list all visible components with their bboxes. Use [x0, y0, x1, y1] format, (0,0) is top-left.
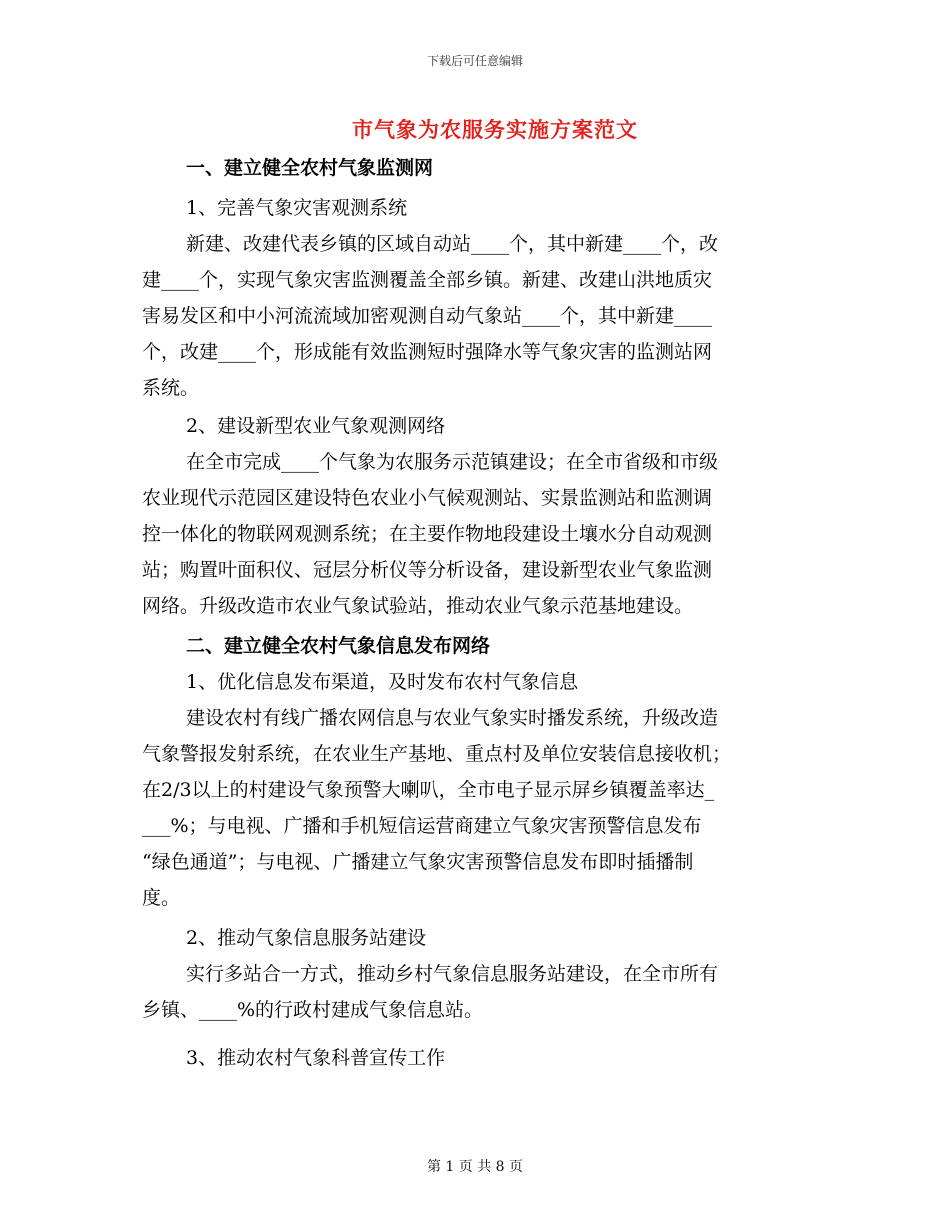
- body-text-line: 控一体化的物联网观测系统；在主要作物地段建设土壤水分自动观测: [142, 523, 713, 545]
- body-text-line: 2、推动气象信息服务站建设: [186, 927, 427, 949]
- body-text-line: “绿色通道”；与电视、广播建立气象灾害预警信息发布即时插播制: [142, 851, 694, 873]
- body-text-line: 在2/3以上的村建设气象预警大喇叭，全市电子显示屏乡镇覆盖率达_: [142, 779, 715, 801]
- body-text-line: 建设农村有线广播农网信息与农业气象实时播发系统，升级改造: [186, 707, 719, 729]
- document-title: 市气象为农服务实施方案范文: [352, 117, 638, 142]
- body-text-line: 个，改建____个，形成能有效监测短时强降水等气象灾害的监测站网: [142, 341, 713, 363]
- page-header-note: 下载后可任意编辑: [426, 54, 523, 68]
- body-text-line: 网络。升级改造市农业气象试验站，推动农业气象示范基地建设。: [142, 595, 694, 617]
- body-text-line: 度。: [142, 887, 181, 909]
- body-text-line: 实行多站合一方式，推动乡村气象信息服务站建设，在全市所有: [186, 963, 719, 985]
- body-text-line: 建____个，实现气象灾害监测覆盖全部乡镇。新建、改建山洪地质灾: [142, 269, 713, 291]
- page-number-footer: 第 1 页 共 8 页: [426, 1159, 524, 1175]
- body-text-line: 乡镇、____%的行政村建成气象信息站。: [142, 999, 484, 1021]
- body-text-line: 气象警报发射系统，在农业生产基地、重点村及单位安装信息接收机；: [142, 743, 732, 765]
- body-text-line: 3、推动农村气象科普宣传工作: [186, 1047, 446, 1069]
- section-heading: 二、建立健全农村气象信息发布网络: [186, 635, 491, 657]
- body-text-line: 1、优化信息发布渠道，及时发布农村气象信息: [186, 671, 579, 693]
- section-heading: 一、建立健全农村气象监测网: [186, 157, 434, 179]
- body-text-line: 2、建设新型农业气象观测网络: [186, 415, 446, 437]
- body-text-line: 新建、改建代表乡镇的区域自动站____个，其中新建____个，改: [186, 233, 719, 255]
- body-text-line: 在全市完成____个气象为农服务示范镇建设；在全市省级和市级: [186, 451, 719, 473]
- body-text-line: 系统。: [142, 377, 200, 399]
- body-text-line: 1、完善气象灾害观测系统: [186, 197, 408, 219]
- body-text-line: 农业现代示范园区建设特色农业小气候观测站、实景监测站和监测调: [142, 487, 713, 509]
- body-text-line: ___%；与电视、广播和手机短信运营商建立气象灾害预警信息发布: [142, 815, 702, 837]
- body-text-line: 害易发区和中小河流流域加密观测自动气象站____个，其中新建____: [142, 305, 713, 327]
- body-text-line: 站；购置叶面积仪、冠层分析仪等分析设备，建设新型农业气象监测: [142, 559, 713, 581]
